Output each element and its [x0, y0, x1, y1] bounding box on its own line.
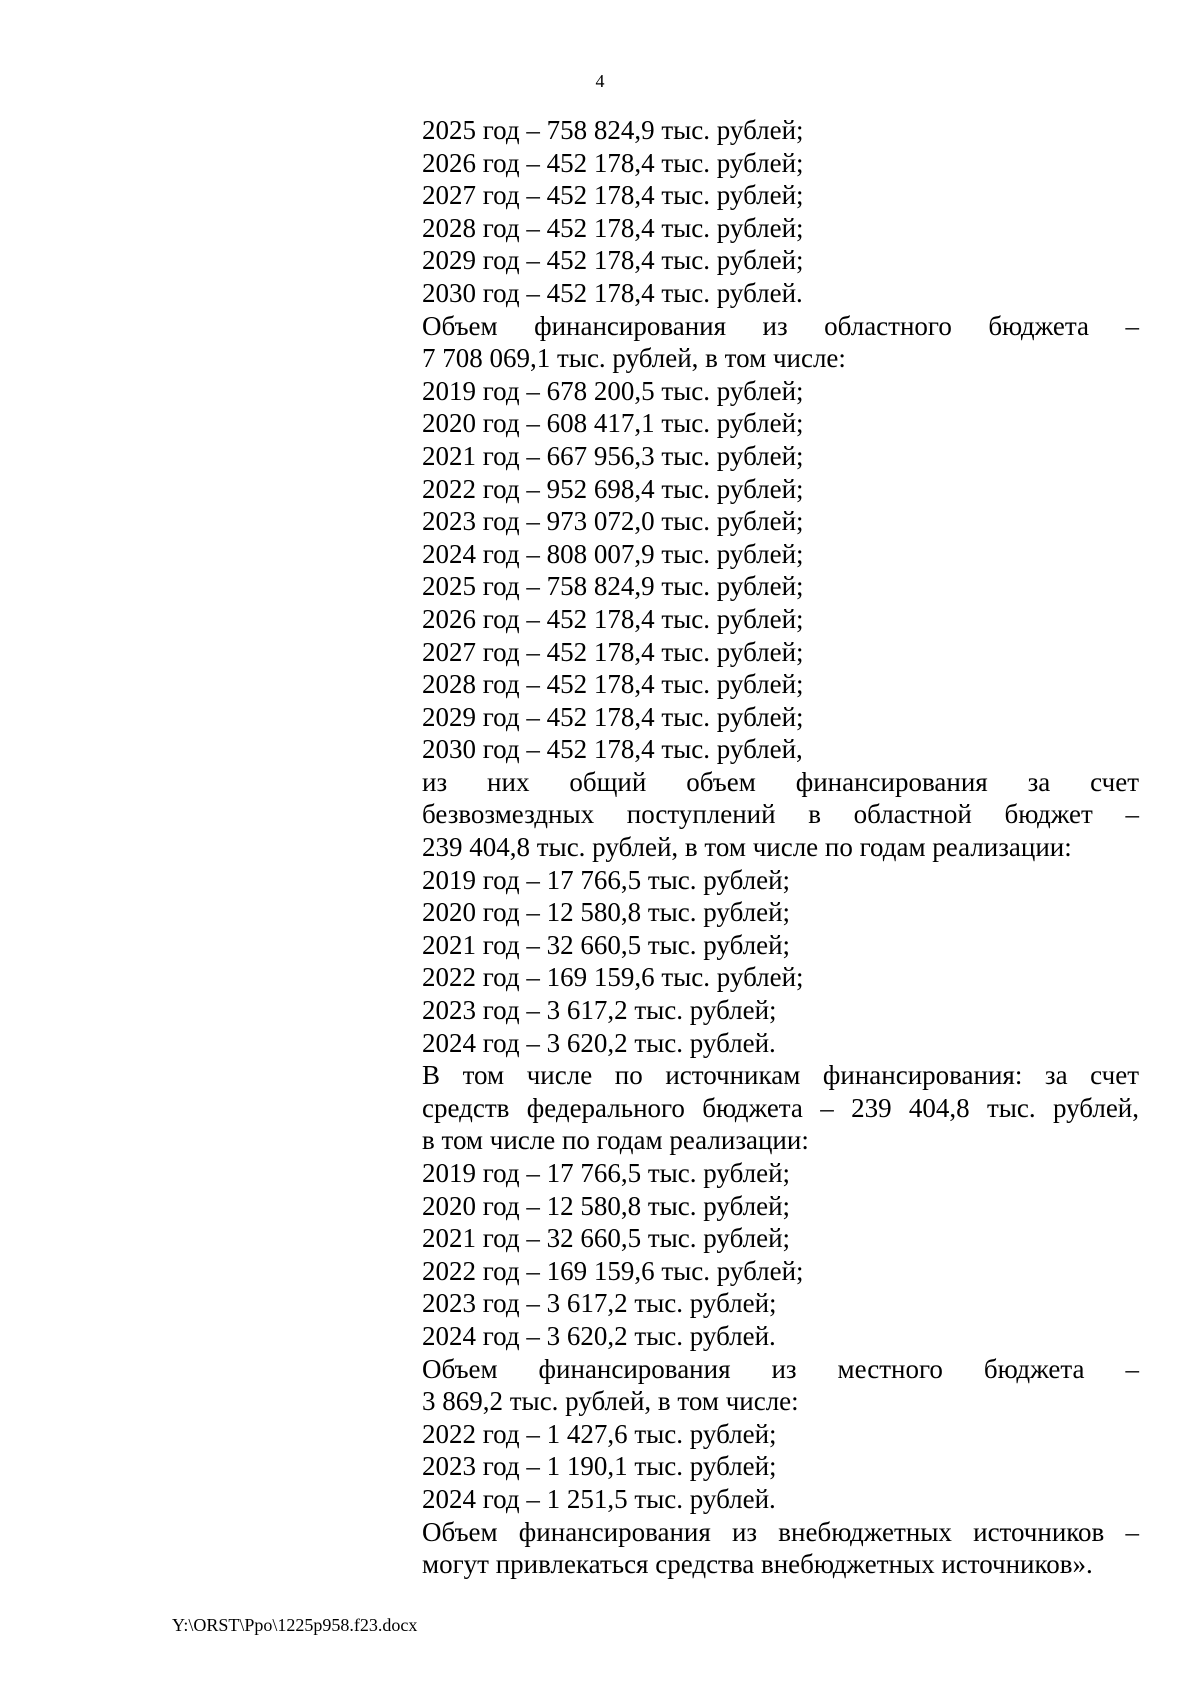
text-line: 2030 год – 452 178,4 тыс. рублей. — [422, 277, 803, 308]
text-line: 2020 год – 608 417,1 тыс. рублей; — [422, 408, 804, 439]
file-path-footer: Y:\ORST\Ppo\1225p958.f23.docx — [172, 1615, 418, 1635]
text-line: 2022 год – 169 159,6 тыс. рублей; — [422, 962, 804, 993]
text-line: Объем финансирования из областного бюджета – — [422, 310, 1139, 341]
text-line: 2024 год – 1 251,5 тыс. рублей. — [422, 1483, 776, 1514]
text-line: 2021 год – 667 956,3 тыс. рублей; — [422, 440, 804, 471]
text-line: 3 869,2 тыс. рублей, в том числе: — [422, 1386, 799, 1417]
text-line: 239 404,8 тыс. рублей, в том числе по годам реализации: — [422, 832, 1072, 863]
text-line: 2023 год – 3 617,2 тыс. рублей; — [422, 1288, 777, 1319]
text-line: Объем финансирования из внебюджетных источников – — [422, 1516, 1139, 1547]
text-line: В том числе по источникам финансирования: за счет — [422, 1060, 1139, 1091]
text-line: 2023 год – 1 190,1 тыс. рублей; — [422, 1451, 777, 1482]
text-line: 2026 год – 452 178,4 тыс. рублей; — [422, 603, 804, 634]
text-line: 2020 год – 12 580,8 тыс. рублей; — [422, 1190, 791, 1221]
text-line: 2023 год – 973 072,0 тыс. рублей; — [422, 506, 804, 537]
text-line: средств федерального бюджета – 239 404,8 тыс. рублей, — [422, 1092, 1139, 1123]
text-line: 2029 год – 452 178,4 тыс. рублей; — [422, 701, 804, 732]
text-line: в том числе по годам реализации: — [422, 1125, 809, 1156]
text-line: 2019 год – 678 200,5 тыс. рублей; — [422, 375, 804, 406]
text-line: могут привлекаться средства внебюджетных источников». — [422, 1549, 1093, 1580]
text-line: 2022 год – 952 698,4 тыс. рублей; — [422, 473, 804, 504]
text-line: 2028 год – 452 178,4 тыс. рублей; — [422, 669, 804, 700]
text-line: 2025 год – 758 824,9 тыс. рублей; — [422, 571, 804, 602]
text-line: 2029 год – 452 178,4 тыс. рублей; — [422, 245, 804, 276]
text-line: 2027 год – 452 178,4 тыс. рублей; — [422, 636, 804, 667]
text-line: 2028 год – 452 178,4 тыс. рублей; — [422, 212, 804, 243]
text-line: 2022 год – 169 159,6 тыс. рублей; — [422, 1255, 804, 1286]
text-line: 2022 год – 1 427,6 тыс. рублей; — [422, 1418, 777, 1449]
text-line: 2027 год – 452 178,4 тыс. рублей; — [422, 180, 804, 211]
text-line: 2019 год – 17 766,5 тыс. рублей; — [422, 1158, 791, 1188]
text-line: 7 708 069,1 тыс. рублей, в том числе: — [422, 343, 846, 374]
text-line: 2024 год – 808 007,9 тыс. рублей; — [422, 538, 804, 569]
text-line: 2026 год – 452 178,4 тыс. рублей; — [422, 147, 804, 178]
text-line: 2024 год – 3 620,2 тыс. рублей. — [422, 1027, 776, 1058]
text-line: из них общий объем финансирования за счет — [422, 766, 1139, 797]
document-body — [422, 114, 1139, 1581]
text-line: 2021 год – 32 660,5 тыс. рублей; — [422, 929, 791, 960]
text-line: 2021 год – 32 660,5 тыс. рублей; — [422, 1223, 791, 1254]
text-line: 2023 год – 3 617,2 тыс. рублей; — [422, 995, 777, 1026]
page-number: 4 — [595, 71, 605, 91]
text-line: 2025 год – 758 824,9 тыс. рублей; — [422, 115, 804, 145]
text-line: 2019 год – 17 766,5 тыс. рублей; — [422, 864, 791, 895]
text-line: Объем финансирования из местного бюджета – — [422, 1353, 1139, 1384]
text-line: безвозмездных поступлений в областной бюджет – — [422, 799, 1139, 830]
text-line: 2024 год – 3 620,2 тыс. рублей. — [422, 1320, 776, 1351]
text-line: 2020 год – 12 580,8 тыс. рублей; — [422, 897, 791, 928]
text-line: 2030 год – 452 178,4 тыс. рублей, — [422, 734, 803, 765]
